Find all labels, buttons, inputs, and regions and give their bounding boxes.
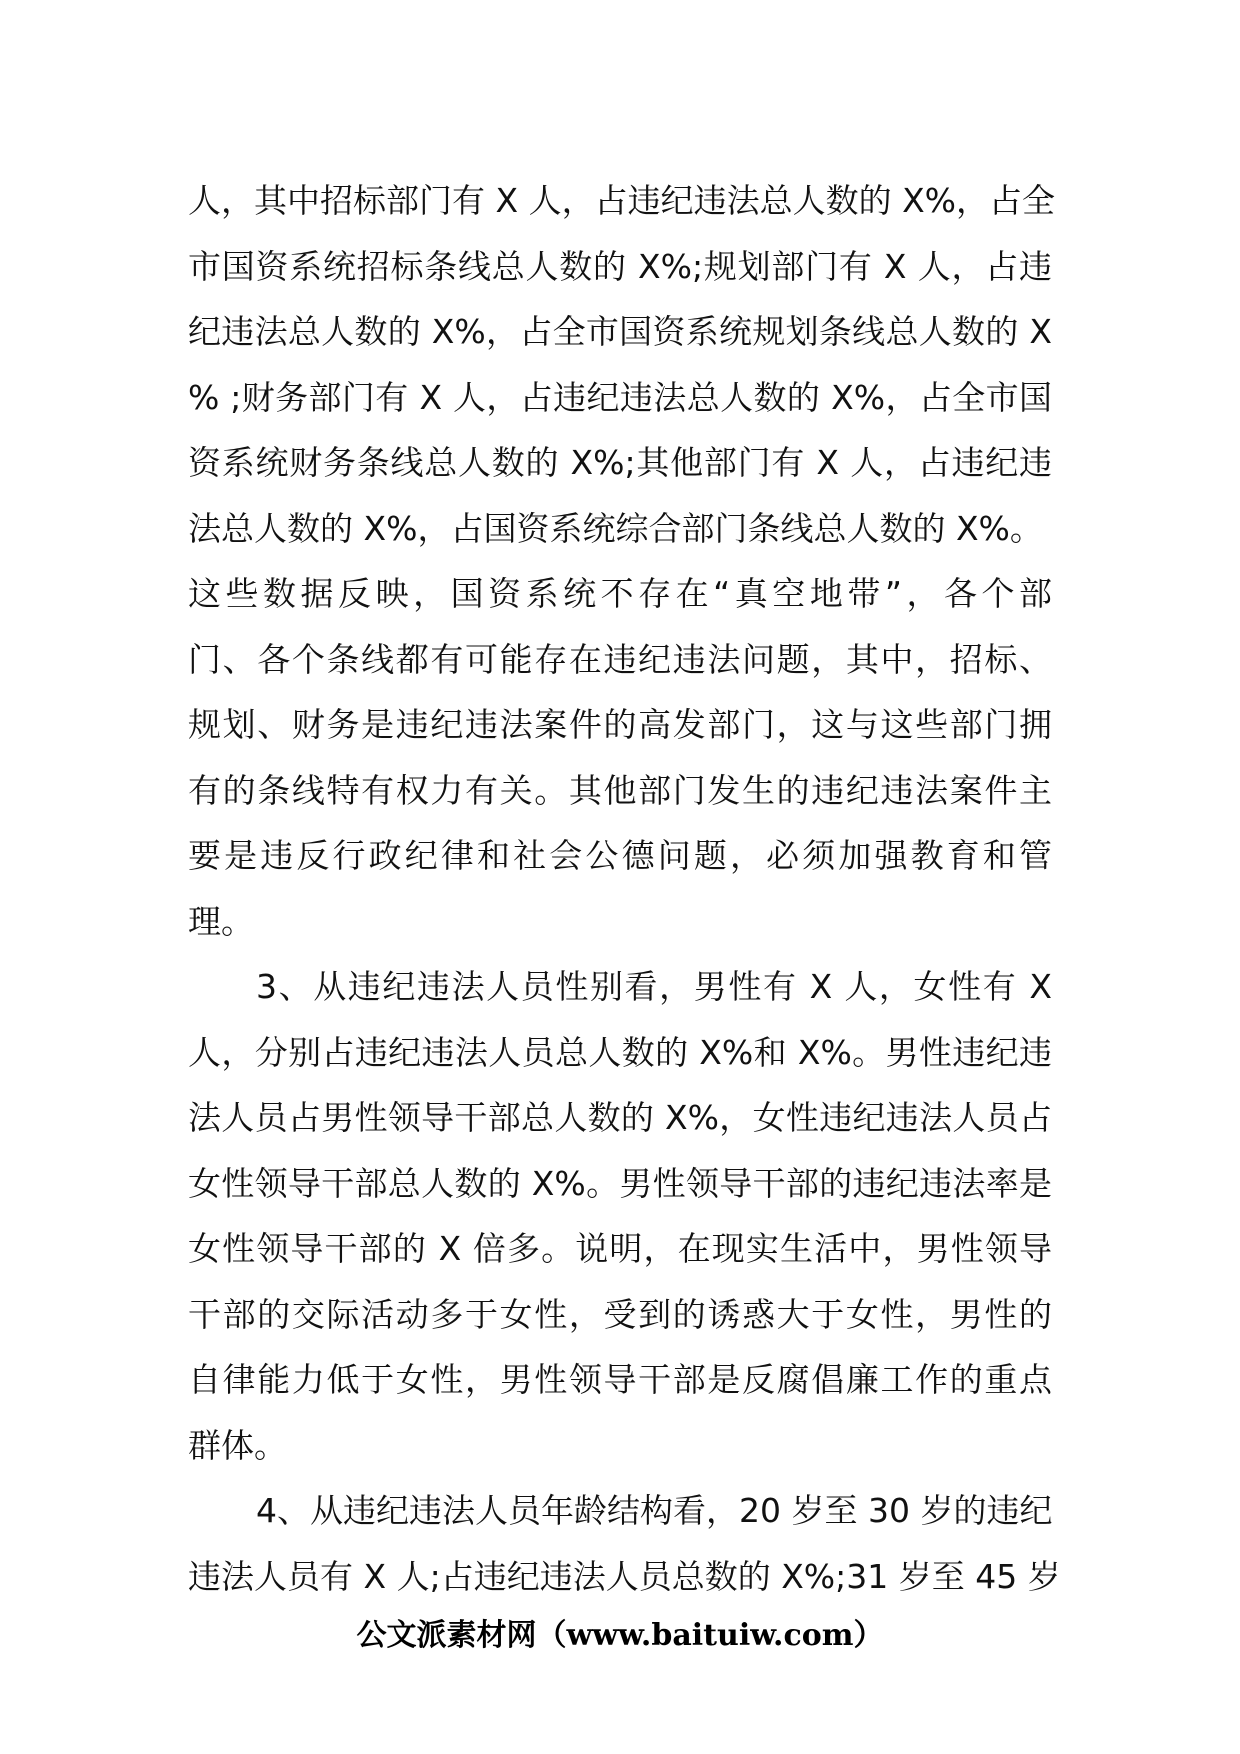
text-line: 法总人数的 X%，占国资系统综合部门条线总人数的 X%。 [188,508,1043,548]
text-line: 女性领导干部总人数的 X%。男性领导干部的违纪违法率是 [188,1163,1052,1203]
text-line: 干部的交际活动多于女性，受到的诱惑大于女性，男性的 [188,1294,1052,1334]
text-line: 4、从违纪违法人员年龄结构看，20 岁至 30 岁的违纪 [256,1491,1053,1530]
text-line: 市国资系统招标条线总人数的 X%;规划部门有 X 人，占违 [188,246,1052,286]
text-line: 违法人员有 X 人;占违纪违法人员总数的 X%;31 岁至 45 岁 [188,1556,1061,1596]
text-line: 要是违反行政纪律和社会公德问题，必须加强教育和管 [188,836,1052,875]
text-line: 法人员占男性领导干部总人数的 X%，女性违纪违法人员占 [188,1098,1052,1137]
text-line: 有的条线特有权力有关。其他部门发生的违纪违法案件主 [188,770,1052,810]
text-line: 群体。 [188,1425,287,1465]
text-line: 3、从违纪违法人员性别看，男性有 X 人，女性有 X [256,967,1052,1006]
text-line: 这些数据反映，国资系统不存在“真空地带”，各个部 [188,574,1052,613]
text-line: 人，分别占违纪违法人员总人数的 X%和 X%。男性违纪违 [188,1032,1052,1072]
text-line: 规划、财务是违纪违法案件的高发部门，这与这些部门拥 [188,705,1052,744]
text-line: 资系统财务条线总人数的 X%;其他部门有 X 人，占违纪违 [188,443,1052,482]
text-line: 女性领导干部的 X 倍多。说明，在现实生活中，男性领导 [188,1229,1052,1268]
text-line: 人，其中招标部门有 X 人，占违纪违法总人数的 X%，占全 [188,181,1056,220]
text-line: 门、各个条线都有可能存在违纪违法问题，其中，招标、 [188,639,1052,679]
footer-watermark: 公文派素材网（www.baituiw.com） [356,1618,884,1653]
text-line: 理。 [188,901,254,941]
text-line: 纪违法总人数的 X%，占全市国资系统规划条线总人数的 X [188,312,1052,351]
text-line: % ;财务部门有 X 人，占违纪违法总人数的 X%，占全市国 [188,377,1052,417]
body-text [188,168,1061,1609]
text-line: 自律能力低于女性，男性领导干部是反腐倡廉工作的重点 [188,1360,1052,1399]
